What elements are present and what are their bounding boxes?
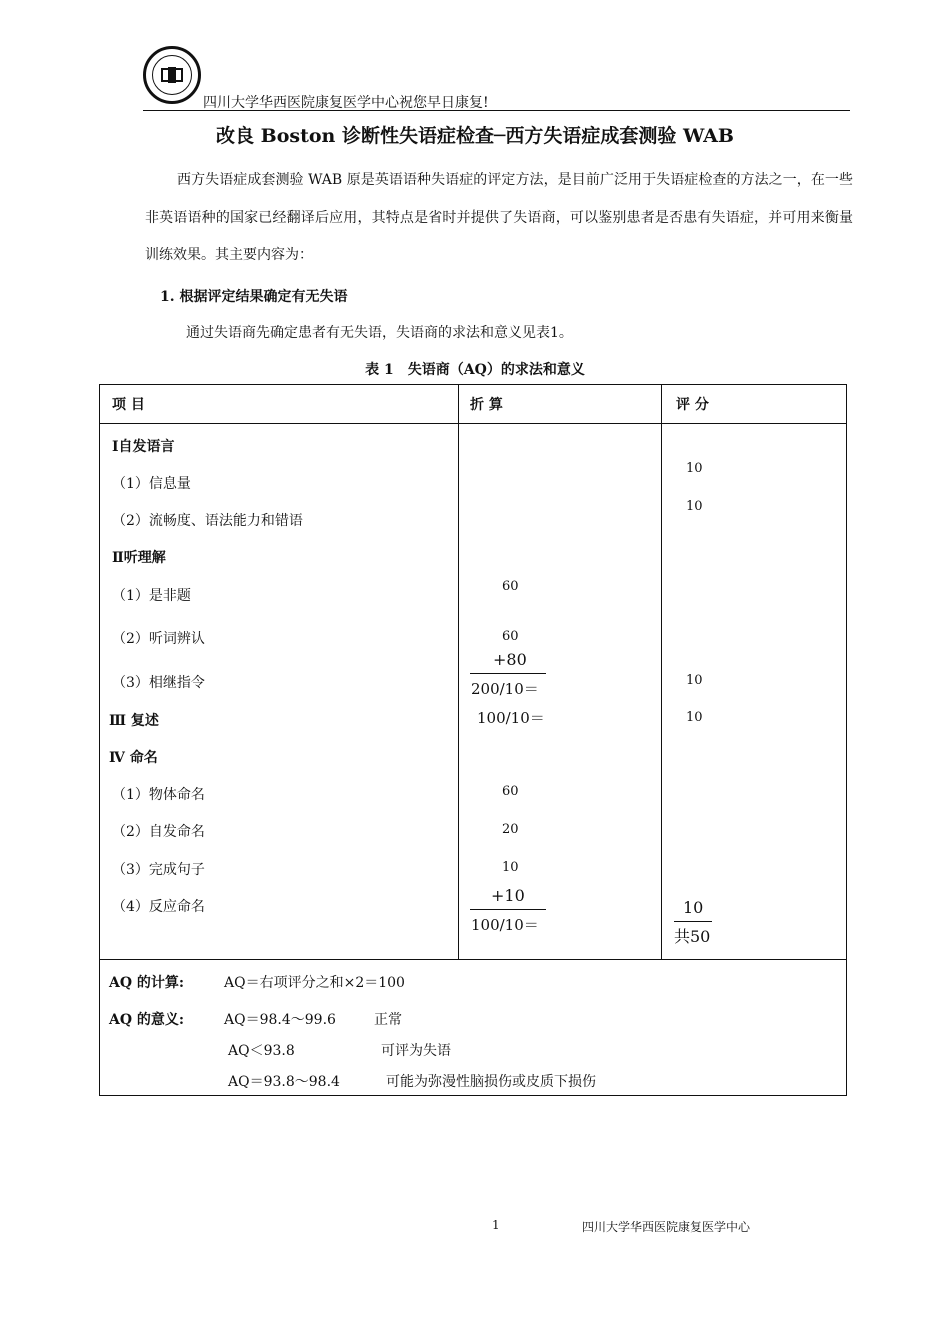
score-total: 共50 [674,927,711,946]
item-information: （1）信息量 [112,476,191,492]
calc-object-naming: 60 [502,784,519,799]
calc-sequential: +80 [493,650,527,669]
section-1-text: 通过失语商先确定患者有无失语，失语商的求法和意义见表1。 [186,325,573,341]
calc-response: +10 [491,886,525,905]
calc-listening-fraction-line [470,673,546,674]
calc-naming-fraction-line [470,909,546,910]
score-fluency: 10 [686,499,703,514]
score-total-line [674,921,712,922]
column-divider-1 [458,385,459,959]
calc-sentence: 10 [502,860,519,875]
intro-paragraph [145,162,853,275]
footer-organization: 四川大学华西医院康复医学中心 [582,1220,751,1234]
item-free-naming: （2）自发命名 [112,824,205,840]
header-item: 项 目 [112,397,145,413]
item-listening: Ⅱ听理解 [112,550,166,566]
item-repetition: Ⅲ 复述 [109,713,159,729]
item-response-naming: （4）反应命名 [112,899,205,915]
aq-meaning-range-2: AQ＜93.8 [228,1043,295,1059]
header-slogan: 四川大学华西医院康复医学中心祝您早日康复! [203,95,489,111]
header-score: 评 分 [676,397,709,413]
header-row-divider [100,423,846,424]
seal-emblem-icon [160,65,184,85]
item-fluency: （2）流畅度、语法能力和错语 [112,513,303,529]
section-1-heading: 1. 根据评定结果确定有无失语 [160,289,348,305]
document-title: 改良 Boston 诊断性失语症检查─西方失语症成套测验 WAB [216,125,734,147]
page-number: 1 [492,1218,500,1232]
score-repetition: 10 [686,710,703,725]
score-information: 10 [686,461,703,476]
item-word-recognition: （2）听词辨认 [112,631,205,647]
aq-meaning-range-3: AQ＝93.8～98.4 [228,1074,340,1090]
calc-listening-total: 200/10＝ [471,680,539,698]
intro-text: 西方失语症成套测验 WAB 原是英语语种失语症的评定方法，是目前广泛用于失语症检查的方法之一，在一些非英语语种的国家已经翻译后应用，其特点是省时并提供了失语商，可以鉴别患者是否患有失语症，并可用来衡量训练效果。其主要内容为： [145,172,853,263]
calc-yes-no: 60 [502,579,519,594]
aq-calc-value: AQ＝右项评分之和×2＝100 [224,975,405,991]
item-object-naming: （1）物体命名 [112,787,205,803]
calc-naming-total: 100/10＝ [471,916,539,934]
item-spontaneous-speech: Ⅰ自发语言 [112,439,175,455]
item-yes-no: （1）是非题 [112,588,191,604]
aq-table [99,384,847,1096]
footer-row-divider [100,959,846,960]
header-divider [143,110,850,111]
aq-meaning-desc-1: 正常 [374,1012,402,1028]
column-divider-2 [661,385,662,959]
score-listening: 10 [686,673,703,688]
aq-meaning-desc-2: 可评为失语 [381,1043,451,1059]
aq-meaning-label: AQ 的意义: [109,1012,185,1028]
table-caption: 表 1 失语商（AQ）的求法和意义 [365,362,585,378]
calc-repetition: 100/10＝ [477,709,545,727]
header-calc: 折 算 [470,397,503,413]
aq-calc-label: AQ 的计算: [109,975,185,991]
calc-word: 60 [502,629,519,644]
aq-meaning-desc-3: 可能为弥漫性脑损伤或皮质下损伤 [386,1074,596,1090]
item-sentence-completion: （3）完成句子 [112,862,205,878]
hospital-seal-logo [143,46,201,104]
item-sequential-commands: （3）相继指令 [112,675,205,691]
item-naming: Ⅳ 命名 [109,750,158,766]
score-naming: 10 [683,898,704,917]
calc-free-naming: 20 [502,822,519,837]
aq-meaning-range-1: AQ＝98.4～99.6 [224,1012,336,1028]
